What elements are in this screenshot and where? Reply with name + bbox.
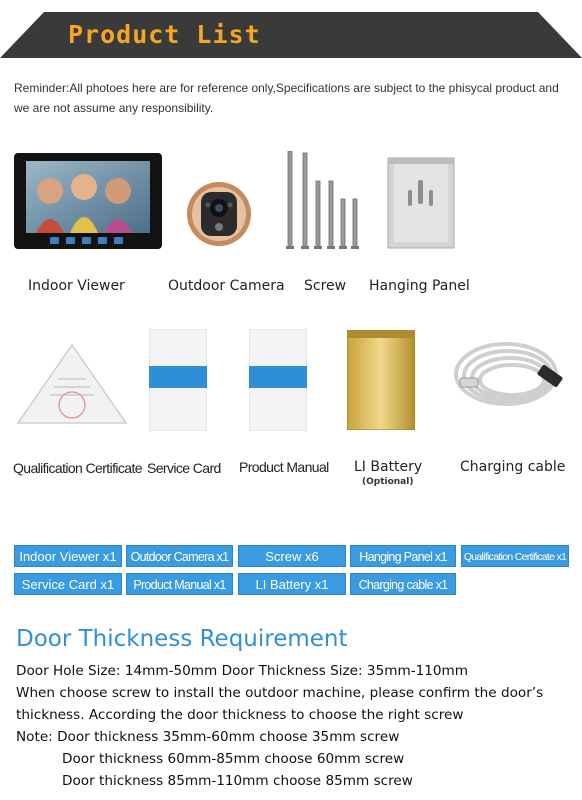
requirement-line: Door thickness 85mm-110mm choose 85mm screw [62, 773, 413, 789]
product-label-screw: Screw [304, 278, 347, 294]
li-battery-optional-note: (Optional) [362, 477, 414, 487]
page-title: Product List [68, 20, 261, 49]
section-title-door-thickness: Door Thickness Requirement [16, 626, 348, 652]
requirement-line: Door thickness 60mm-85mm choose 60mm screw [62, 751, 405, 767]
qty-tag-charging-cable: Charging cable x1 [350, 573, 456, 595]
qty-tag-screw: Screw x6 [238, 545, 346, 567]
requirement-line: thickness. According the door thickness to choose the right screw [16, 707, 464, 723]
qty-tag-service-card: Service Card x1 [14, 573, 122, 595]
reminder-text: Reminder:All photoes here are for reference only,Specifications are subject to the phisycal product and we are not assume any responsibility. [14, 81, 559, 115]
product-label-service-card: Service Card [147, 460, 221, 476]
charging-cable-image [452, 330, 570, 416]
product-label-qualification-certificate: Qualification Certificate [13, 460, 142, 476]
qty-tag-qualification-certificate: Qualification Certificate x1 [461, 545, 569, 567]
hanging-panel-image [386, 156, 456, 250]
product-label-hanging-panel: Hanging Panel [369, 278, 470, 294]
header-banner [0, 0, 582, 64]
qty-tag-li-battery: LI Battery x1 [238, 573, 346, 595]
product-label-product-manual: Product Manual [239, 459, 329, 475]
product-label-indoor-viewer: Indoor Viewer [28, 278, 125, 294]
product-manual-image [249, 329, 307, 431]
qty-tag-hanging-panel: Hanging Panel x1 [350, 545, 456, 567]
qty-tag-indoor-viewer: Indoor Viewer x1 [14, 545, 122, 567]
product-label-charging-cable: Charging cable [460, 459, 566, 475]
screw-image [283, 151, 363, 251]
li-battery-image [347, 330, 415, 430]
product-label-li-battery: LI Battery [354, 459, 423, 475]
product-label-outdoor-camera: Outdoor Camera [168, 278, 285, 294]
requirement-line: Note: Door thickness 35mm-60mm choose 35mm screw [16, 729, 400, 745]
indoor-viewer-image [14, 153, 162, 249]
requirement-line: When choose screw to install the outdoor machine, please confirm the door’s [16, 685, 544, 701]
outdoor-camera-image [186, 181, 252, 247]
qty-tag-outdoor-camera: Outdoor Camera x1 [126, 545, 233, 567]
qty-tag-product-manual: Product Manual x1 [126, 573, 233, 595]
requirement-line: Door Hole Size: 14mm-50mm Door Thickness Size: 35mm-110mm [16, 663, 469, 679]
service-card-image [149, 329, 207, 431]
qualification-certificate-image [16, 343, 128, 425]
